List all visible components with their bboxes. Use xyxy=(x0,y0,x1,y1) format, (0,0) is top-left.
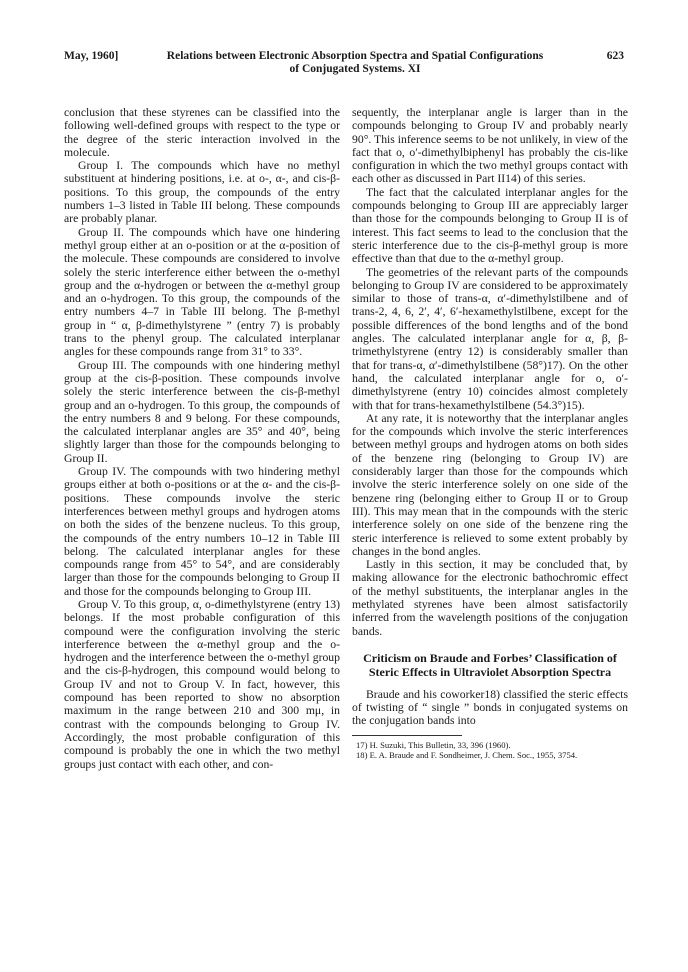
paragraph: At any rate, it is noteworthy that the interplanar angles for the compounds which involve the steric interferences between methyl groups and hydrogen atoms on both sides of the benzene ring (belonging to Group IV) are considerably larger than those for the compounds which involve the steric interference solely on one side of the benzene ring (belonging either to Group II or to Group III). This may mean that in the compounds with the steric interference solely on one side of the benzene ring the steric interference is relieved to some extent probably by changes in the bond angles. xyxy=(352,411,628,558)
footnote-18: 18) E. A. Braude and F. Sondheimer, J. Chem. Soc., 1955, 3754. xyxy=(356,749,578,760)
paragraph: conclusion that these styrenes can be classified into the following well-defined groups with respect to the type or the degree of the steric interaction involved in the molecule. xyxy=(64,106,340,159)
paragraph: sequently, the interplanar angle is larger than in the compounds belonging to Group IV and probably nearly 90°. This inference seems to be not unlikely, in view of the fact that o, o′-dimethylbiphenyl has probably the cis-like configuration in which the two methyl groups contact with each other as discussed in Part II14) of this series. xyxy=(352,106,628,186)
paragraph-group-5: Group V. To this group, α, o-dimethylstyrene (entry 13) belongs. If the most probable configuration of this compound were the configuration involving the steric interference between the α-methyl group and the o-hydrogen and the interference between the o-methyl group and the cis-β-hydrogen, this compound would belong to Group IV and not to Group V. In fact, however, this compound has been reported to show no absorption maximum in the range between 210 and 300 mμ, in contrast with the compounds belonging to Group IV. Accordingly, the most probable configuration of this compound is probably the one in which the two methyl groups just contact with each other, and con- xyxy=(64,597,340,771)
running-title-line-2: of Conjugated Systems. XI xyxy=(289,63,421,75)
paragraph: The geometries of the relevant parts of the compounds belonging to Group IV are considered to be approximately similar to those of trans-α, α′-dimethylstilbene and of trans-2, 4, 6, 2′, 4′, 6′-hexamethylstilbene, except for the possible differences of the bond lengths and of the bond angles. The calculated interplanar angle for α, β, β-trimethylstyrene (entry 12) is considerably smaller than that for trans-α, α′-dimethylstilbene (58°)17). On the other hand, the calculated interplanar angle for o, o′-dimethylstyrene (entry 10) coincides almost completely with that for trans-hexamethylstilbene (54.3°)15). xyxy=(352,265,628,412)
left-column xyxy=(64,106,340,771)
paragraph: The fact that the calculated interplanar angles for the compounds belonging to Group III are appreciably larger than those for the compounds belonging to Group II is of interest. This fact seems to lead to the conclusion that the steric interference due to the cis-β-methyl group is more effective than that due to the α-methyl group. xyxy=(352,185,628,266)
running-title-line-1: Relations between Electronic Absorption Spectra and Spatial Configurations xyxy=(166,50,544,62)
paragraph-group-3: Group III. The compounds with one hindering methyl group at the cis-β-position. These compounds involve solely the steric interference between the cis-β-methyl group and an o-hydrogen. To this group, the compounds of the entry numbers 8 and 9 belong. For these compounds, the calculated interplanar angles are 35° and 40°, being slightly larger than those for the compounds belonging to Group II. xyxy=(64,358,340,465)
paragraph-group-1: Group I. The compounds which have no methyl substituent at hindering positions, i.e. at o-, α-, and cis-β-positions. To this group, the compounds of the entry numbers 1–3 listed in Table III belong. These compounds are probably planar. xyxy=(64,159,340,226)
running-title xyxy=(145,50,565,76)
right-column xyxy=(352,106,628,760)
paragraph-group-2: Group II. The compounds which have one hindering methyl group either at an o-position or at the α-position of the molecule. These compounds are considered to involve solely the steric interference either between the o-methyl group and the α-hydrogen or between the α-methyl group and an o-hydrogen. To this group, the compounds of the entry numbers 4–7 in Table III belong. The β-methyl group in “ α, β-dimethylstyrene ” (entry 7) is probably trans to the phenyl group. The calculated interplanar angles for these compounds range from 31° to 33°. xyxy=(64,225,340,359)
footnote-rule xyxy=(352,735,462,736)
paragraph-group-4: Group IV. The compounds with two hindering methyl groups either at both o-positions or at the α- and the cis-β-positions. These compounds involve the steric interferences between methyl groups and hydrogen atoms on both the sides of the benzene nucleus. To this group, the compounds of the entry numbers 10–12 in Table III belong. The calculated interplanar angles for these compounds range from 45° to 54°, and are considerably larger than those for the compounds belonging to Group II and those for the compounds belonging to Group III. xyxy=(64,465,340,598)
paragraph: Lastly in this section, it may be concluded that, by making allowance for the electronic bathochromic effect of the methyl substituents, the interplanar angles in the methylated styrenes have been almost satisfactorily inferred from the wavelength positions of the conjugation bands. xyxy=(352,558,628,638)
header-date: May, 1960] xyxy=(64,50,119,62)
page-number: 623 xyxy=(606,50,624,62)
paragraph: Braude and his coworker18) classified the steric effects of twisting of “ single ” bonds in conjugated systems on the conjugation bands into xyxy=(352,687,628,728)
footnote-17: 17) H. Suzuki, This Bulletin, 33, 396 (1960). xyxy=(356,739,511,750)
section-heading: Criticism on Braude and Forbes’ Classification of Steric Effects in Ultraviolet Absorption Spectra xyxy=(363,650,617,679)
